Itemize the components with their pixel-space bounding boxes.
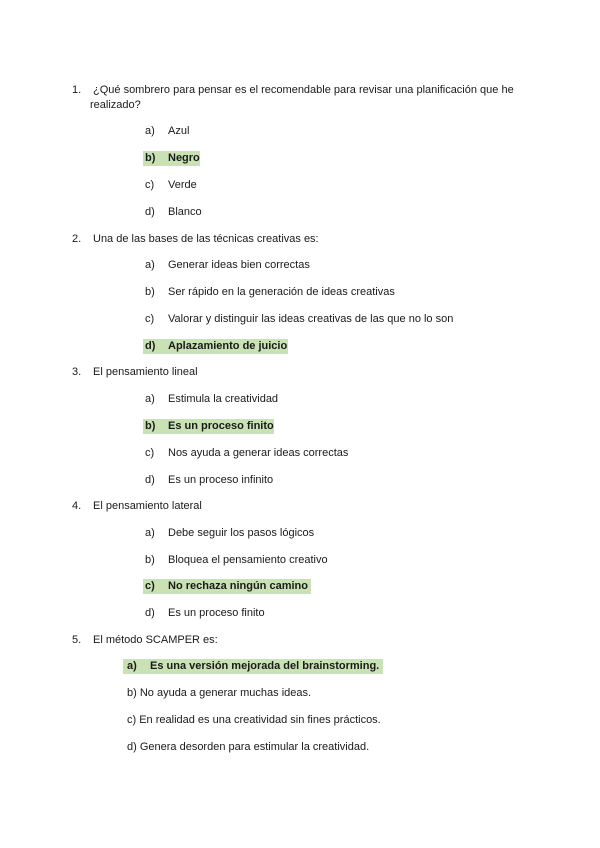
question-number: 3. [72,366,82,378]
option-letter: b) [145,152,156,164]
option-text-correct: Es una versión mejorada del brainstorming. [150,660,380,672]
option-text: d) Genera desorden para estimular la creatividad. [127,741,370,753]
question-text: Una de las bases de las técnicas creativas es: [93,233,319,245]
option-text: Ser rápido en la generación de ideas creativas [168,286,395,298]
option-text: Debe seguir los pasos lógicos [168,527,315,539]
option-text: c) En realidad es una creatividad sin fines prácticos. [127,714,381,726]
question-text: El método SCAMPER es: [93,634,218,646]
option-text: b) No ayuda a generar muchas ideas. [127,687,312,699]
option-letter: d) [145,206,155,218]
option-letter: b) [145,554,155,566]
question-number: 2. [72,233,82,245]
option-text-correct: Aplazamiento de juicio [168,340,288,352]
option-text: Generar ideas bien correctas [168,259,310,271]
option-letter: a) [145,259,155,271]
question-number: 5. [72,634,82,646]
option-text: Valorar y distinguir las ideas creativas de las que no lo son [168,313,454,325]
option-text-correct: No rechaza ningún camino [168,580,308,592]
option-letter: a) [127,660,137,672]
option-letter: d) [145,474,155,486]
option-text-correct: Es un proceso finito [168,420,274,432]
option-letter: a) [145,527,155,539]
question-number: 1. [72,84,82,96]
option-text: Nos ayuda a generar ideas correctas [168,447,349,459]
question-number: 4. [72,500,82,512]
option-text-correct: Negro [168,152,200,164]
question-text: El pensamiento lateral [93,500,202,512]
option-letter: a) [145,125,155,137]
option-letter: d) [145,340,156,352]
option-text: Blanco [168,206,202,218]
question-text: ¿Qué sombrero para pensar es el recomendable para revisar una planificación que he [93,84,514,96]
option-letter: d) [145,607,155,619]
option-text: Es un proceso finito [168,607,265,619]
option-text: Azul [168,125,190,137]
option-letter: c) [145,447,155,459]
option-text: Bloquea el pensamiento creativo [168,554,328,566]
option-text: Estimula la creatividad [168,393,279,405]
option-letter: b) [145,286,155,298]
option-letter: b) [145,420,156,432]
option-letter: c) [145,313,155,325]
option-text: Verde [168,179,197,191]
option-letter: a) [145,393,155,405]
option-letter: c) [145,179,155,191]
question-text: El pensamiento lineal [93,366,198,378]
option-letter: c) [145,580,155,592]
question-text-continued: realizado? [90,99,141,111]
option-text: Es un proceso infinito [168,474,274,486]
